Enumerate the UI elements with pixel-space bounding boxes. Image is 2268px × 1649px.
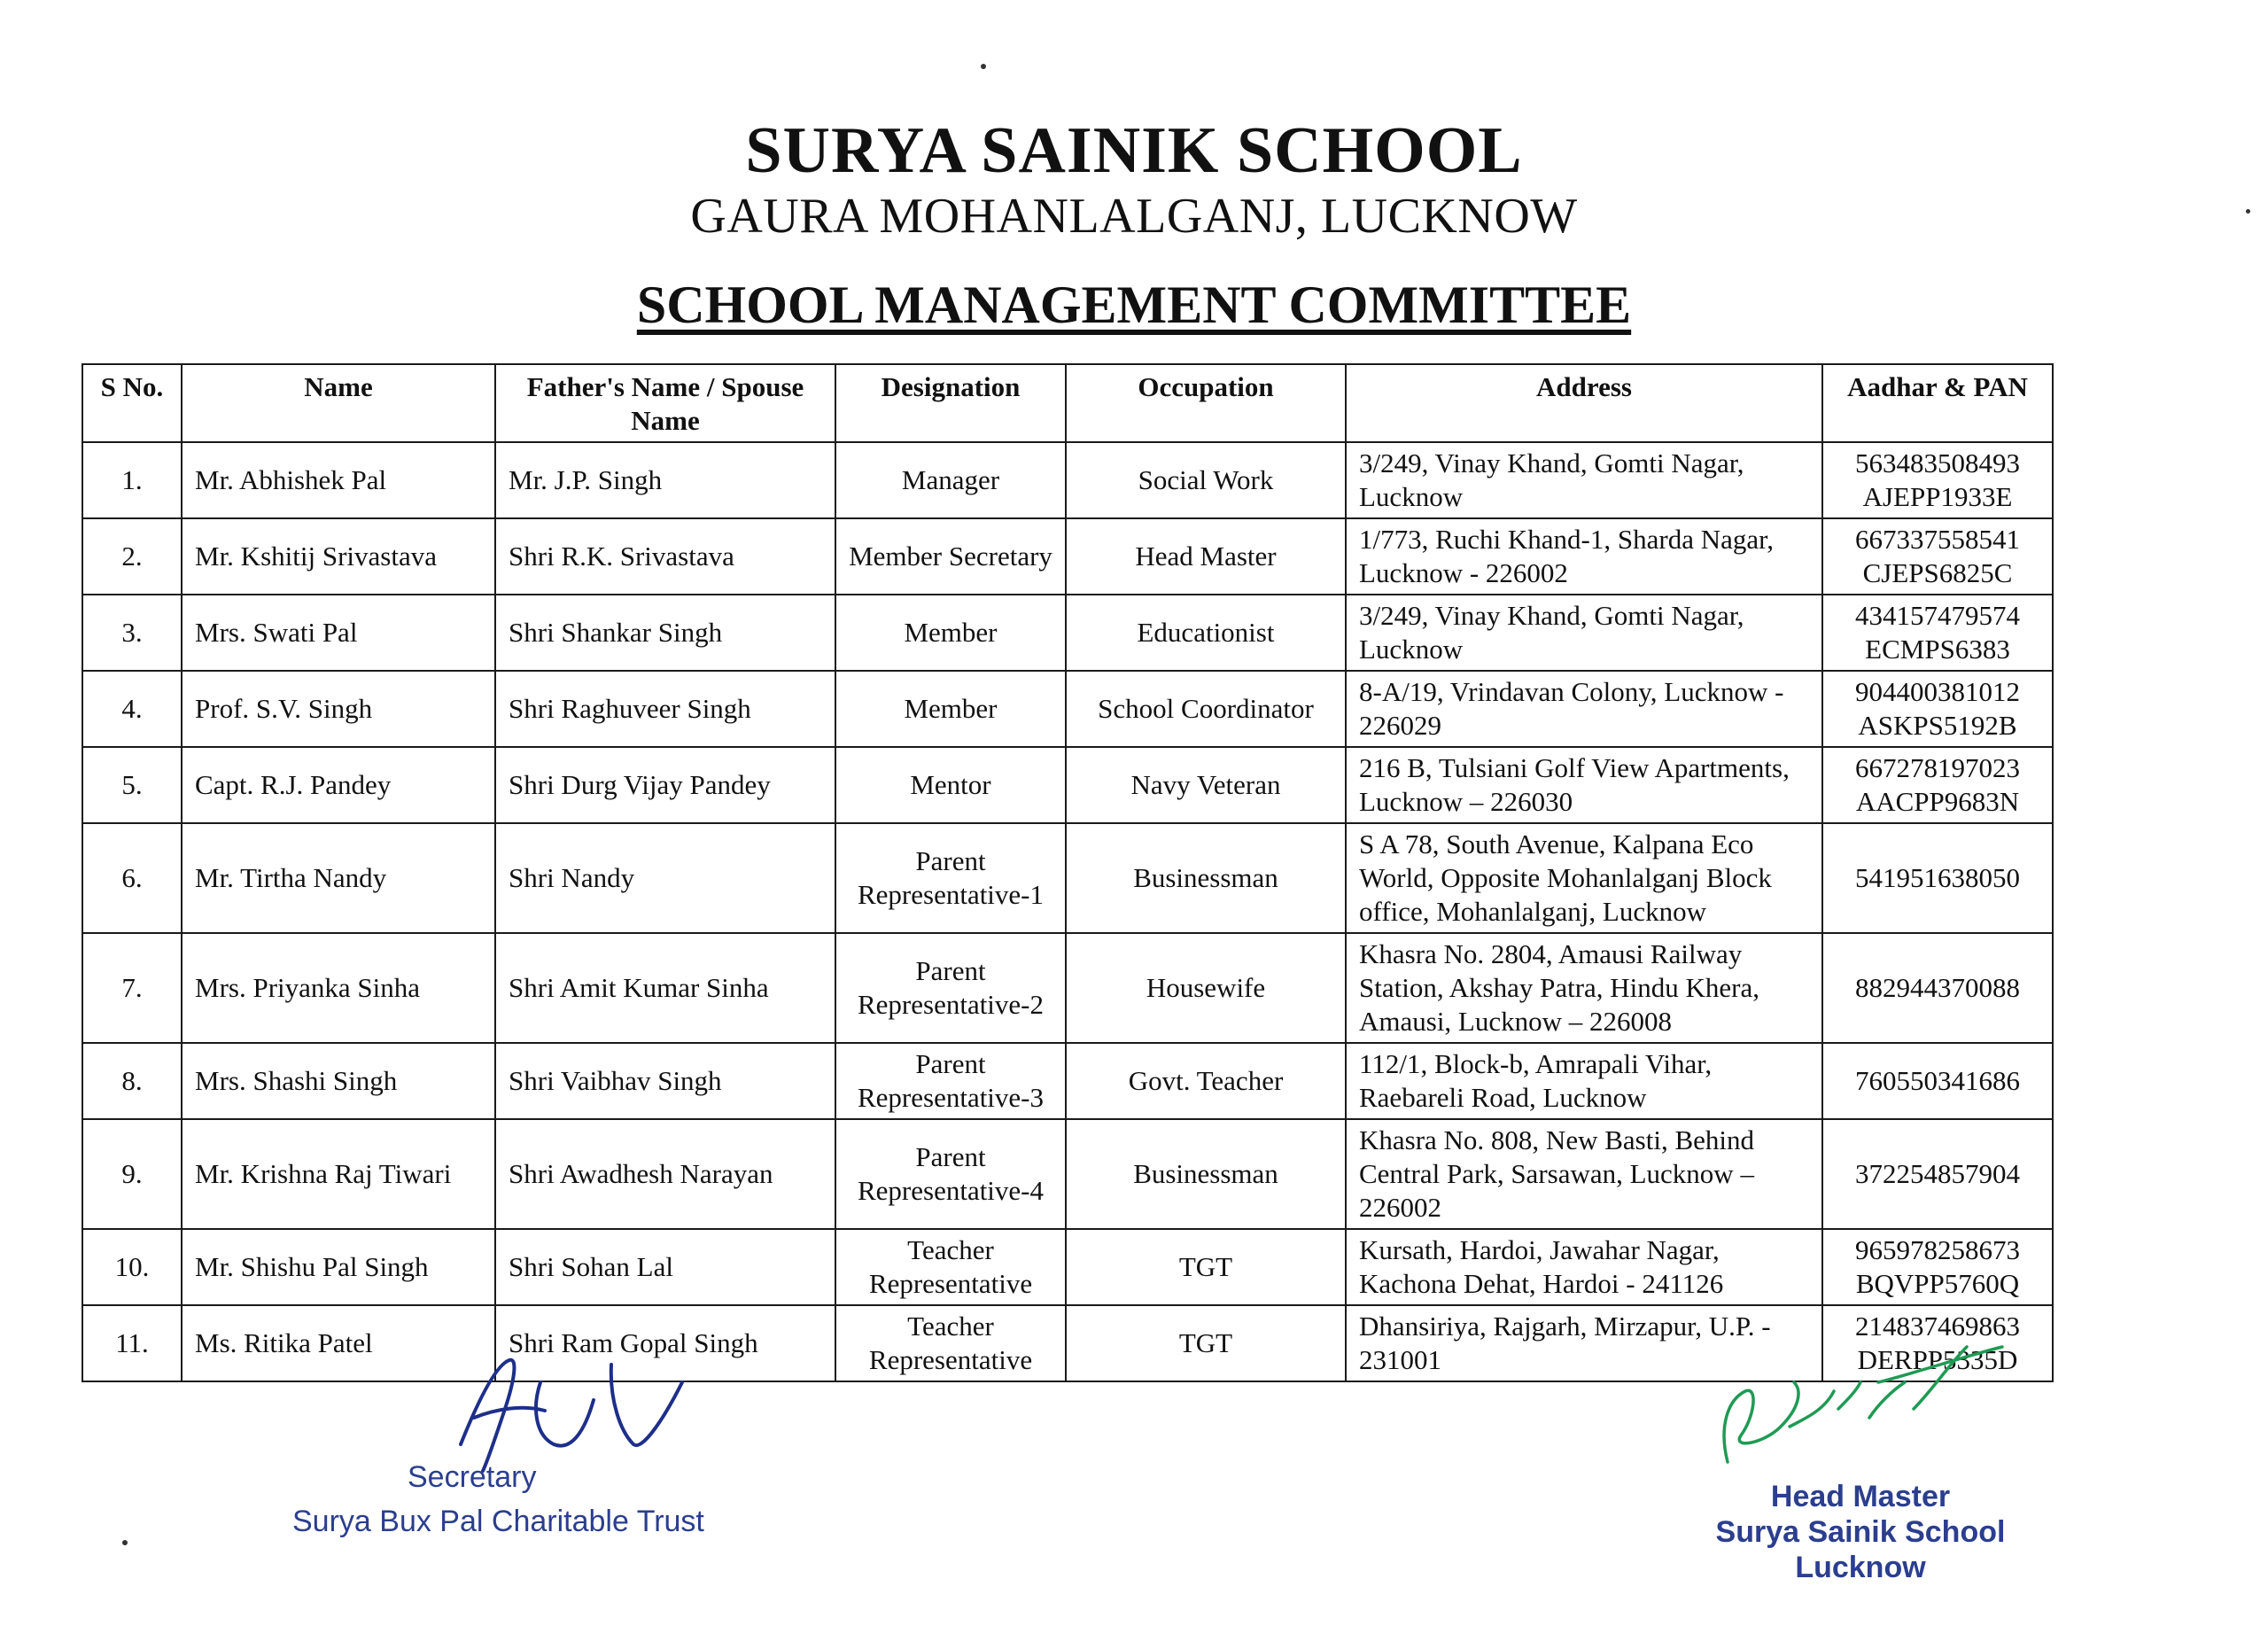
table-row <box>82 518 2053 595</box>
cell-sno: 3. <box>82 595 182 671</box>
cell-sno: 2. <box>82 518 182 595</box>
cell-sno: 7. <box>82 933 182 1043</box>
cell-name: Capt. R.J. Pandey <box>182 747 495 823</box>
cell-father-name: Shri Vaibhav Singh <box>495 1043 835 1119</box>
cell-address: Khasra No. 808, New Basti, Behind Central Park, Sarsawan, Lucknow – 226002 <box>1346 1119 1822 1229</box>
cell-designation: Member Secretary <box>835 518 1066 595</box>
cell-father-name: Shri Raghuveer Singh <box>495 671 835 747</box>
column-header-father-name: Father's Name / Spouse Name <box>495 364 835 442</box>
secretary-role: Secretary <box>408 1460 537 1494</box>
cell-occupation: TGT <box>1066 1229 1346 1305</box>
committee-title: SCHOOL MANAGEMENT COMMITTEE <box>636 276 1632 334</box>
cell-address: 3/249, Vinay Khand, Gomti Nagar, Lucknow <box>1346 442 1822 518</box>
scan-speck <box>2246 209 2250 214</box>
aadhar-number: 882944370088 <box>1855 972 2020 1003</box>
cell-name: Mrs. Priyanka Sinha <box>182 933 495 1043</box>
table-row <box>82 1229 2053 1305</box>
cell-name: Prof. S.V. Singh <box>182 671 495 747</box>
cell-father-name: Shri Amit Kumar Sinha <box>495 933 835 1043</box>
cell-aadhar-pan <box>1822 1229 2053 1305</box>
school-name: SURYA SAINIK SCHOOL <box>745 114 1523 187</box>
table-row <box>82 671 2053 747</box>
table-body <box>82 442 2053 1381</box>
scan-speck <box>981 64 986 69</box>
cell-sno: 1. <box>82 442 182 518</box>
cell-father-name: Shri R.K. Srivastava <box>495 518 835 595</box>
column-header-address: Address <box>1346 364 1822 442</box>
cell-father-name: Shri Awadhesh Narayan <box>495 1119 835 1229</box>
cell-sno: 4. <box>82 671 182 747</box>
aadhar-number: 372254857904 <box>1855 1158 2020 1189</box>
cell-address: 112/1, Block-b, Amrapali Vihar, Raebareli Road, Lucknow <box>1346 1043 1822 1119</box>
cell-father-name: Shri Sohan Lal <box>495 1229 835 1305</box>
cell-designation: Mentor <box>835 747 1066 823</box>
school-location: GAURA MOHANLALGANJ, LUCKNOW <box>690 189 1578 244</box>
pan-number: ECMPS6383 <box>1865 634 2010 665</box>
cell-designation: Parent Representative-3 <box>835 1043 1066 1119</box>
cell-address: 1/773, Ruchi Khand-1, Sharda Nagar, Lucknow - 226002 <box>1346 518 1822 595</box>
pan-number: AJEPP1933E <box>1862 481 2013 512</box>
cell-designation: Parent Representative-4 <box>835 1119 1066 1229</box>
cell-occupation: Businessman <box>1066 823 1346 933</box>
pan-number: ASKPS5192B <box>1858 710 2017 741</box>
cell-sno: 9. <box>82 1119 182 1229</box>
aadhar-number: 563483508493 <box>1855 447 2020 478</box>
cell-aadhar-pan <box>1822 823 2053 933</box>
cell-name: Mr. Kshitij Srivastava <box>182 518 495 595</box>
cell-designation: Member <box>835 671 1066 747</box>
cell-sno: 10. <box>82 1229 182 1305</box>
table-row <box>82 442 2053 518</box>
cell-name: Mr. Tirtha Nandy <box>182 823 495 933</box>
cell-occupation: Govt. Teacher <box>1066 1043 1346 1119</box>
scan-speck <box>122 1540 128 1545</box>
cell-occupation: Businessman <box>1066 1119 1346 1229</box>
cell-aadhar-pan <box>1822 595 2053 671</box>
cell-occupation: Housewife <box>1066 933 1346 1043</box>
cell-address: S A 78, South Avenue, Kalpana Eco World, Opposite Mohanlalganj Block office, Mohanlalganj, Lucknow <box>1346 823 1822 933</box>
cell-address: 3/249, Vinay Khand, Gomti Nagar, Lucknow <box>1346 595 1822 671</box>
cell-designation: Manager <box>835 442 1066 518</box>
aadhar-number: 904400381012 <box>1855 676 2020 707</box>
table-row <box>82 823 2053 933</box>
cell-occupation: Social Work <box>1066 442 1346 518</box>
cell-occupation: TGT <box>1066 1305 1346 1381</box>
cell-sno: 5. <box>82 747 182 823</box>
table-row <box>82 747 2053 823</box>
cell-father-name: Shri Ram Gopal Singh <box>495 1305 835 1381</box>
secretary-organisation: Surya Bux Pal Charitable Trust <box>292 1505 704 1538</box>
table-row <box>82 1043 2053 1119</box>
cell-occupation: Navy Veteran <box>1066 747 1346 823</box>
cell-occupation: Head Master <box>1066 518 1346 595</box>
cell-sno: 6. <box>82 823 182 933</box>
cell-name: Mr. Krishna Raj Tiwari <box>182 1119 495 1229</box>
column-header-designation: Designation <box>835 364 1066 442</box>
cell-address: 8-A/19, Vrindavan Colony, Lucknow - 226029 <box>1346 671 1822 747</box>
cell-aadhar-pan <box>1822 442 2053 518</box>
aadhar-number: 667337558541 <box>1855 524 2020 555</box>
cell-address: Dhansiriya, Rajgarh, Mirzapur, U.P. - 231001 <box>1346 1305 1822 1381</box>
cell-designation: Parent Representative-1 <box>835 823 1066 933</box>
secretary-signature-block <box>221 1347 718 1551</box>
headmaster-role: Head Master <box>1770 1480 1951 1513</box>
table-row <box>82 595 2053 671</box>
cell-father-name: Shri Nandy <box>495 823 835 933</box>
headmaster-school: Surya Sainik School <box>1715 1515 2006 1549</box>
cell-name: Mrs. Shashi Singh <box>182 1043 495 1119</box>
cell-aadhar-pan <box>1822 1119 2053 1229</box>
column-header-occupation: Occupation <box>1066 364 1346 442</box>
cell-aadhar-pan <box>1822 933 2053 1043</box>
cell-name: Mrs. Swati Pal <box>182 595 495 671</box>
headmaster-signature <box>1648 1329 2073 1480</box>
cell-name: Mr. Shishu Pal Singh <box>182 1229 495 1305</box>
aadhar-number: 541951638050 <box>1855 862 2020 893</box>
cell-name: Mr. Abhishek Pal <box>182 442 495 518</box>
aadhar-number: 760550341686 <box>1855 1065 2020 1096</box>
pan-number: AACPP9683N <box>1855 786 2020 817</box>
cell-address: Kursath, Hardoi, Jawahar Nagar, Kachona Dehat, Hardoi - 241126 <box>1346 1229 1822 1305</box>
column-header-aadhar-pan: Aadhar & PAN <box>1822 364 2053 442</box>
cell-father-name: Shri Shankar Singh <box>495 595 835 671</box>
aadhar-number: 214837469863 <box>1855 1311 2020 1342</box>
column-header-sno: S No. <box>82 364 182 442</box>
cell-sno: 8. <box>82 1043 182 1119</box>
cell-occupation: Educationist <box>1066 595 1346 671</box>
cell-address: 216 B, Tulsiani Golf View Apartments, Lucknow – 226030 <box>1346 747 1822 823</box>
cell-designation: Member <box>835 595 1066 671</box>
cell-designation: Teacher Representative <box>835 1229 1066 1305</box>
table-header-row <box>82 364 2053 442</box>
cell-father-name: Shri Durg Vijay Pandey <box>495 747 835 823</box>
headmaster-city: Lucknow <box>1795 1551 1926 1584</box>
cell-aadhar-pan <box>1822 1043 2053 1119</box>
cell-aadhar-pan <box>1822 518 2053 595</box>
pan-number: CJEPS6825C <box>1862 557 2013 588</box>
headmaster-signature-block <box>1648 1329 2073 1622</box>
pan-number: BQVPP5760Q <box>1855 1268 2020 1299</box>
aadhar-number: 667278197023 <box>1855 752 2020 783</box>
cell-occupation: School Coordinator <box>1066 671 1346 747</box>
pan-number: DERPP5335D <box>1857 1344 2018 1375</box>
cell-designation: Parent Representative-2 <box>835 933 1066 1043</box>
aadhar-number: 965978258673 <box>1855 1234 2020 1265</box>
table-row <box>82 1119 2053 1229</box>
cell-address: Khasra No. 2804, Amausi Railway Station, Akshay Patra, Hindu Khera, Amausi, Lucknow – 226008 <box>1346 933 1822 1043</box>
cell-aadhar-pan <box>1822 747 2053 823</box>
committee-members-table <box>82 363 2054 1382</box>
cell-sno: 11. <box>82 1305 182 1381</box>
aadhar-number: 434157479574 <box>1855 600 2020 631</box>
cell-name: Ms. Ritika Patel <box>182 1305 495 1381</box>
table-row <box>82 933 2053 1043</box>
cell-designation: Teacher Representative <box>835 1305 1066 1381</box>
cell-aadhar-pan <box>1822 671 2053 747</box>
cell-father-name: Mr. J.P. Singh <box>495 442 835 518</box>
column-header-name: Name <box>182 364 495 442</box>
